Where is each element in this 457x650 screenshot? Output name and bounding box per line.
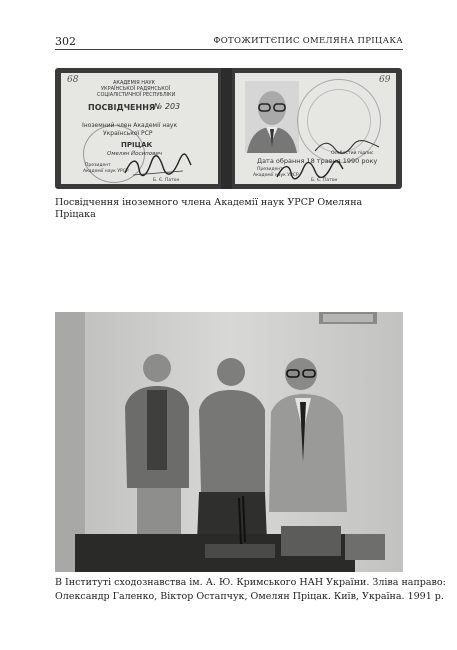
personal-signature-label: Особистий підпис [331,151,374,156]
header-rule [55,49,403,50]
photo-caption [55,576,446,603]
card-role-line-1: Іноземний член Академії наук [82,122,178,129]
president-signature-right [275,159,345,183]
card-given-name: Омелян Йосипович [107,151,163,157]
portrait-photo [245,81,299,153]
photo-caption-line-1: В Інституті сходознавства ім. А. Ю. Кримського НАН України. Зліва направо: [55,577,446,588]
president-right-line-1: Президент [257,167,283,172]
handwritten-number-right: 69 [379,75,391,85]
card-number: № 203 [154,102,181,111]
card-title: ПОСВІДЧЕННЯ [88,103,156,112]
election-date: Дата обрання 18 травня 1990 року [257,157,378,165]
card-surname: ПРІЦАК [121,141,153,149]
president-line-1: Президент [85,163,111,168]
president-signature [123,153,193,179]
card-caption: Посвідчення іноземного члена Академії наук УРСР Омеляна Пріцака [55,197,363,220]
handwritten-number-left: 68 [67,75,79,85]
card-role-line-2: Української РСР [103,130,153,137]
running-header [55,33,403,51]
academy-line-3: СОЦІАЛІСТИЧНОЇ РЕСПУБЛІКИ [97,92,176,98]
group-photo [55,312,403,572]
id-card-photo [55,68,402,189]
running-title: ФОТОЖИТТЄПИС ОМЕЛЯНА ПРІЦАКА [213,36,403,46]
academy-line-2: УКРАЇНСЬКОЇ РАДЯНСЬКОЇ [101,86,171,92]
photo-caption-line-2: Олександр Галенко, Віктор Остапчук, Омелян Пріцак. Київ, Україна. 1991 р. [55,590,444,602]
id-card-left-page [61,73,218,184]
president-line-2: Академії наук УРСР [83,169,129,174]
id-card-spine [221,68,232,189]
id-card-right-page [235,73,396,184]
page-number: 302 [55,35,76,48]
president-right-name: Б. Є. Патон [311,178,338,183]
president-name: Б. Є. Патон [153,178,180,183]
academy-line-1: АКАДЕМІЯ НАУК [113,80,156,86]
president-right-line-2: Академії наук УРСР [253,173,299,178]
